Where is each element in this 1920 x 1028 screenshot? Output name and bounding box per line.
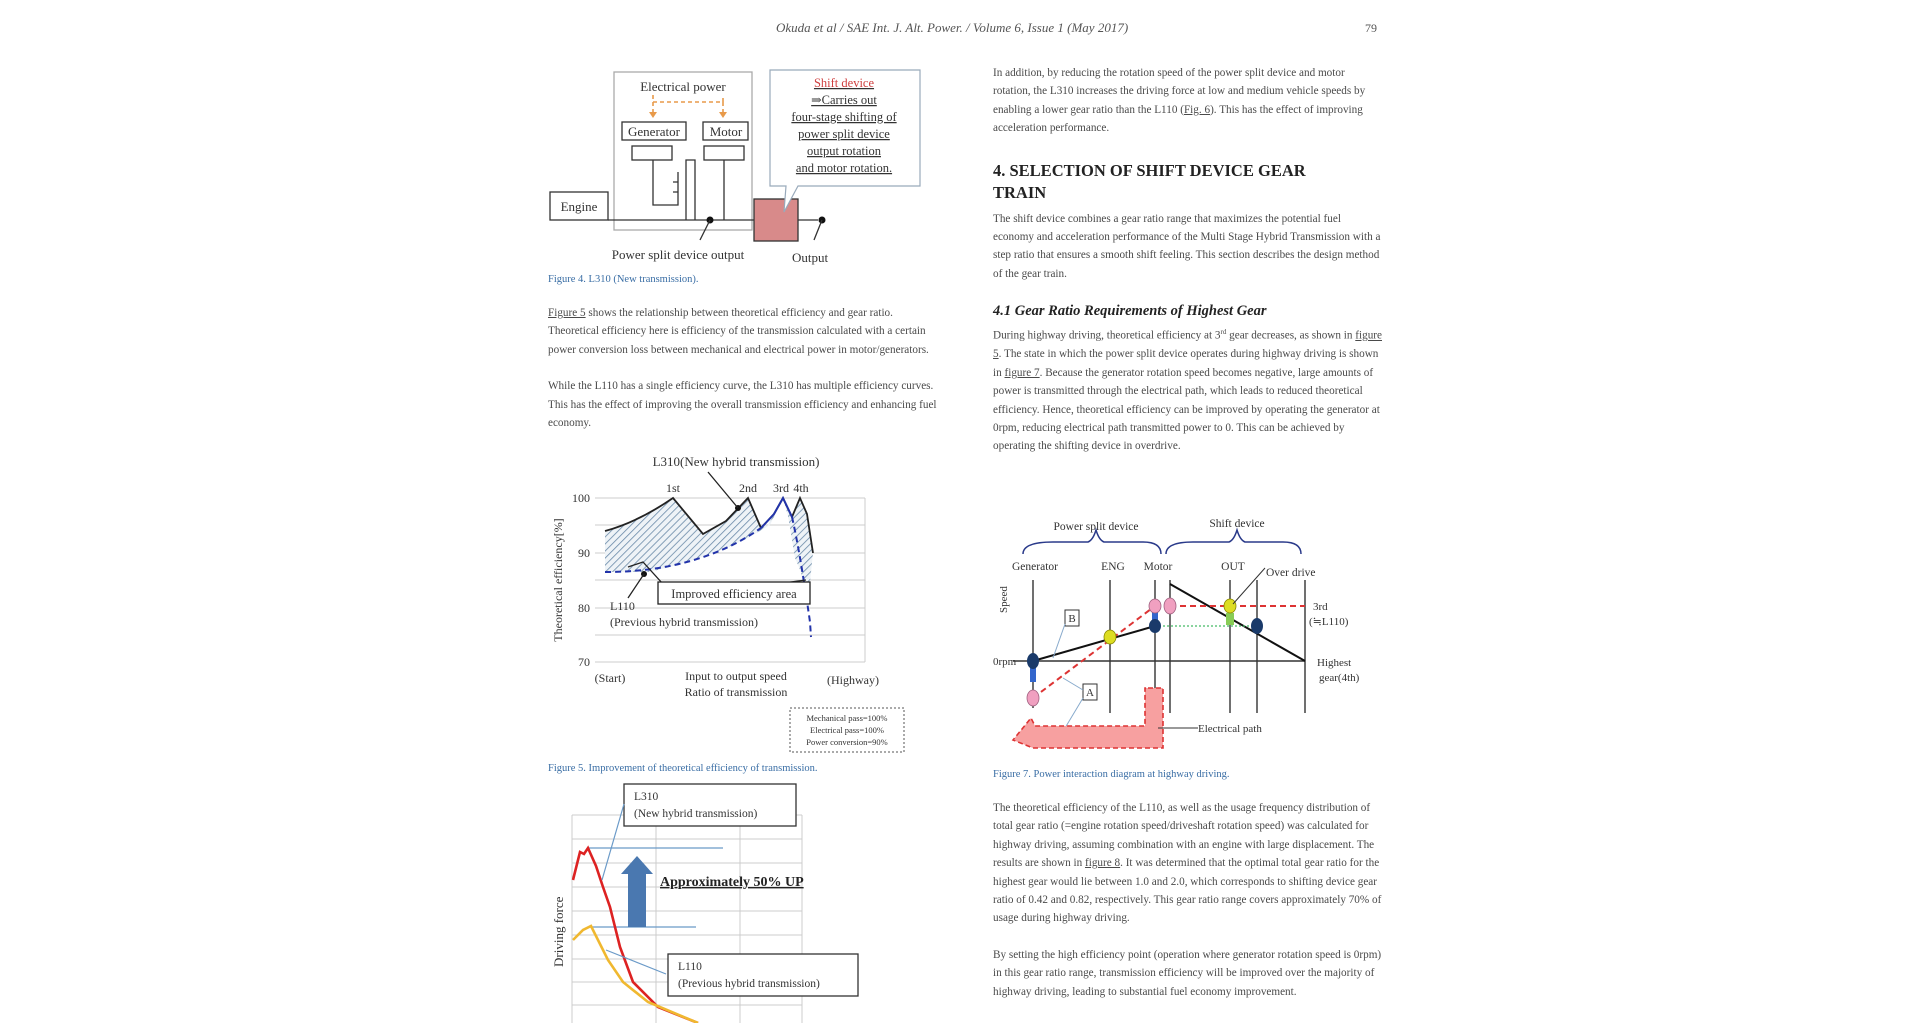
box-b-label: B: [1068, 613, 1076, 625]
note-line: Mechanical pass=100%: [806, 713, 888, 723]
page-number: 79: [1365, 21, 1377, 35]
note-line: Electrical pass=100%: [810, 725, 884, 735]
third-gear-sublabel: (≒L110): [1309, 616, 1349, 628]
figure-5-link[interactable]: figure 5: [993, 329, 1382, 361]
paragraph-text: . Because the generator rotation speed becomes negative, large amounts of power is transmitted through the electrical path, which leads to reduced theoretical efficiency. Hence, theoretical efficiency can be improved by operating the generator at 0rpm, reducing electrical path transmitted power to 0. This can be achieved by operating the shifting device in overdrive.: [993, 366, 1380, 453]
paragraph: [993, 323, 1383, 456]
box-a-label: A: [1086, 687, 1094, 699]
x-tick-highway: (Highway): [827, 673, 879, 687]
gear-peak-label: 3rd: [773, 481, 789, 495]
y-tick: 80: [578, 601, 590, 615]
highest-gear-label: Highest: [1317, 657, 1352, 669]
l110-sublabel: (Previous hybrid transmission): [610, 615, 758, 629]
paragraph-text: shows the relationship between theoretical efficiency and gear ratio. Theoretical efficiency here is efficiency of the transmission calculated with a certain power conversion loss between mechanical and electrical power in motor/generators.: [548, 307, 929, 356]
highest-gear-sublabel: gear(4th): [1319, 672, 1360, 684]
left-column-text: [548, 304, 938, 450]
fifty-percent-up-annotation: Approximately 50% UP: [660, 875, 804, 890]
callout-line: four-stage shifting of: [791, 110, 897, 124]
paragraph-text: In addition, by reducing the rotation speed of the power split device and motor rotation, the L310 increases the driving force at low and medium vehicle speeds by enabling a lower gear ratio than the L110 (: [993, 67, 1366, 116]
paragraph-text: ). This has the effect of improving acceleration performance.: [993, 103, 1363, 135]
engine-label: Engine: [560, 199, 598, 214]
x-axis-label-line1: Input to output speed: [685, 669, 787, 683]
l310-sublabel: (New hybrid transmission): [634, 808, 758, 820]
paragraph-text: . The state in which the power split device operates during highway driving is shown in: [993, 348, 1379, 379]
paragraph-text: . It was determined that the optimal total gear ratio for the highest gear would lie between 1.0 and 2.0, which corresponds to shifting device gear ratio of 0.42 and 0.82, respectively. This gear ratio range covers approximately 70% of usage during highway driving.: [993, 857, 1382, 925]
motor-axis-label: Motor: [1143, 561, 1173, 573]
paragraph: [548, 304, 938, 359]
figure-5-chart: [548, 452, 928, 762]
figure-8-link[interactable]: figure 8: [1084, 857, 1121, 870]
output-label: Output: [791, 250, 829, 265]
l310-label: L310: [634, 791, 659, 803]
improved-area-label: Improved efficiency area: [671, 587, 797, 601]
figure-7-link[interactable]: figure 7: [1004, 366, 1040, 379]
figure-6-chart: [548, 782, 888, 1023]
figure-5-link[interactable]: Figure 5: [548, 307, 586, 319]
paragraph-text: gear decreases, as shown in: [1226, 329, 1356, 342]
paragraph: By setting the high efficiency point (operation where generator rotation speed is 0rpm) in this gear ratio range, transmission efficiency will be improved over the majority of highway driving, leading to substantial fuel economy improvement.: [993, 948, 1382, 998]
driving-force-axis-label: Driving force: [551, 896, 566, 967]
gear-peak-label: 4th: [793, 481, 809, 495]
power-split-device-brace-label: Power split device: [1053, 521, 1139, 533]
electrical-power-label: Electrical power: [640, 79, 726, 94]
right-column-bottom: [993, 799, 1383, 1019]
callout-line: output rotation: [807, 144, 881, 158]
paragraph: While the L110 has a single efficiency curve, the L310 has multiple efficiency curves. This has the effect of improving the overall transmission efficiency and enhancing fuel economy.: [548, 380, 937, 430]
speed-axis-label: Speed: [998, 586, 1010, 613]
running-header: Okuda et al / SAE Int. J. Alt. Power. / Volume 6, Issue 1 (May 2017): [776, 20, 1129, 35]
y-tick: 90: [578, 546, 590, 560]
shift-device-callout-title: Shift device: [813, 76, 875, 90]
generator-axis-label: Generator: [1012, 561, 1058, 573]
paragraph-text: During highway driving, theoretical efficiency at 3: [993, 329, 1221, 342]
figure-4-caption: Figure 4. L310 (New transmission).: [548, 274, 699, 285]
paragraph-text: The theoretical efficiency of the L110, as well as the usage frequency distribution of total gear ratio (=engine rotation speed/driveshaft rotation speed) was calculated for highway driving, assuming combination with an engine with large displacement. The results are shown in: [993, 802, 1375, 870]
zero-rpm-label: 0rpm: [993, 656, 1017, 668]
out-axis-label: OUT: [1221, 561, 1245, 573]
figure-4-diagram: [548, 62, 948, 272]
shift-device-brace-label: Shift device: [1209, 518, 1265, 530]
figure-7-diagram: [993, 518, 1393, 766]
paragraph: [993, 64, 1383, 138]
paragraph: The shift device combines a gear ratio range that maximizes the potential fuel economy and acceleration performance of the Multi Stage Hybrid Transmission with a step ratio that ensures a smooth shift feeling. This section describes the design method of the gear train.: [993, 212, 1381, 280]
callout-line: power split device: [798, 127, 890, 141]
y-axis-label: Theoretical efficiency[%]: [551, 518, 565, 642]
note-line: Power conversion=90%: [806, 737, 888, 747]
gear-peak-label: 2nd: [739, 481, 757, 495]
x-tick-start: (Start): [594, 671, 626, 685]
gear-peak-label: 1st: [665, 481, 681, 495]
y-tick: 70: [578, 655, 590, 669]
superscript: rd: [1220, 328, 1227, 337]
x-axis-label-line2: Ratio of transmission: [684, 685, 788, 699]
motor-label: Motor: [709, 124, 743, 139]
figure-5-caption: Figure 5. Improvement of theoretical efficiency of transmission.: [548, 763, 818, 774]
figure-7-caption: Figure 7. Power interaction diagram at highway driving.: [993, 769, 1230, 780]
l110-fig6-label: L110: [678, 961, 702, 973]
l110-label: L110: [610, 599, 635, 613]
overdrive-label: Over drive: [1266, 567, 1316, 579]
paragraph: [993, 799, 1383, 928]
callout-line: ⇒Carries out: [811, 93, 877, 107]
section-4-heading: 4. SELECTION OF SHIFT DEVICE GEAR TRAIN: [993, 160, 1306, 202]
electrical-path-label: Electrical path: [1198, 723, 1262, 735]
third-gear-label: 3rd: [1313, 601, 1328, 613]
psd-output-label: Power split device output: [611, 247, 745, 262]
section-4-1-heading: 4.1 Gear Ratio Requirements of Highest Gear: [993, 303, 1267, 320]
y-tick: 100: [572, 491, 590, 505]
chart-title: L310(New hybrid transmission): [652, 454, 820, 469]
generator-label: Generator: [628, 124, 680, 139]
fig-6-link[interactable]: Fig. 6: [1183, 103, 1211, 116]
l110-fig6-sublabel: (Previous hybrid transmission): [678, 978, 820, 990]
callout-line: and motor rotation.: [795, 161, 893, 175]
right-column-top: [993, 64, 1383, 474]
eng-axis-label: ENG: [1101, 561, 1125, 573]
